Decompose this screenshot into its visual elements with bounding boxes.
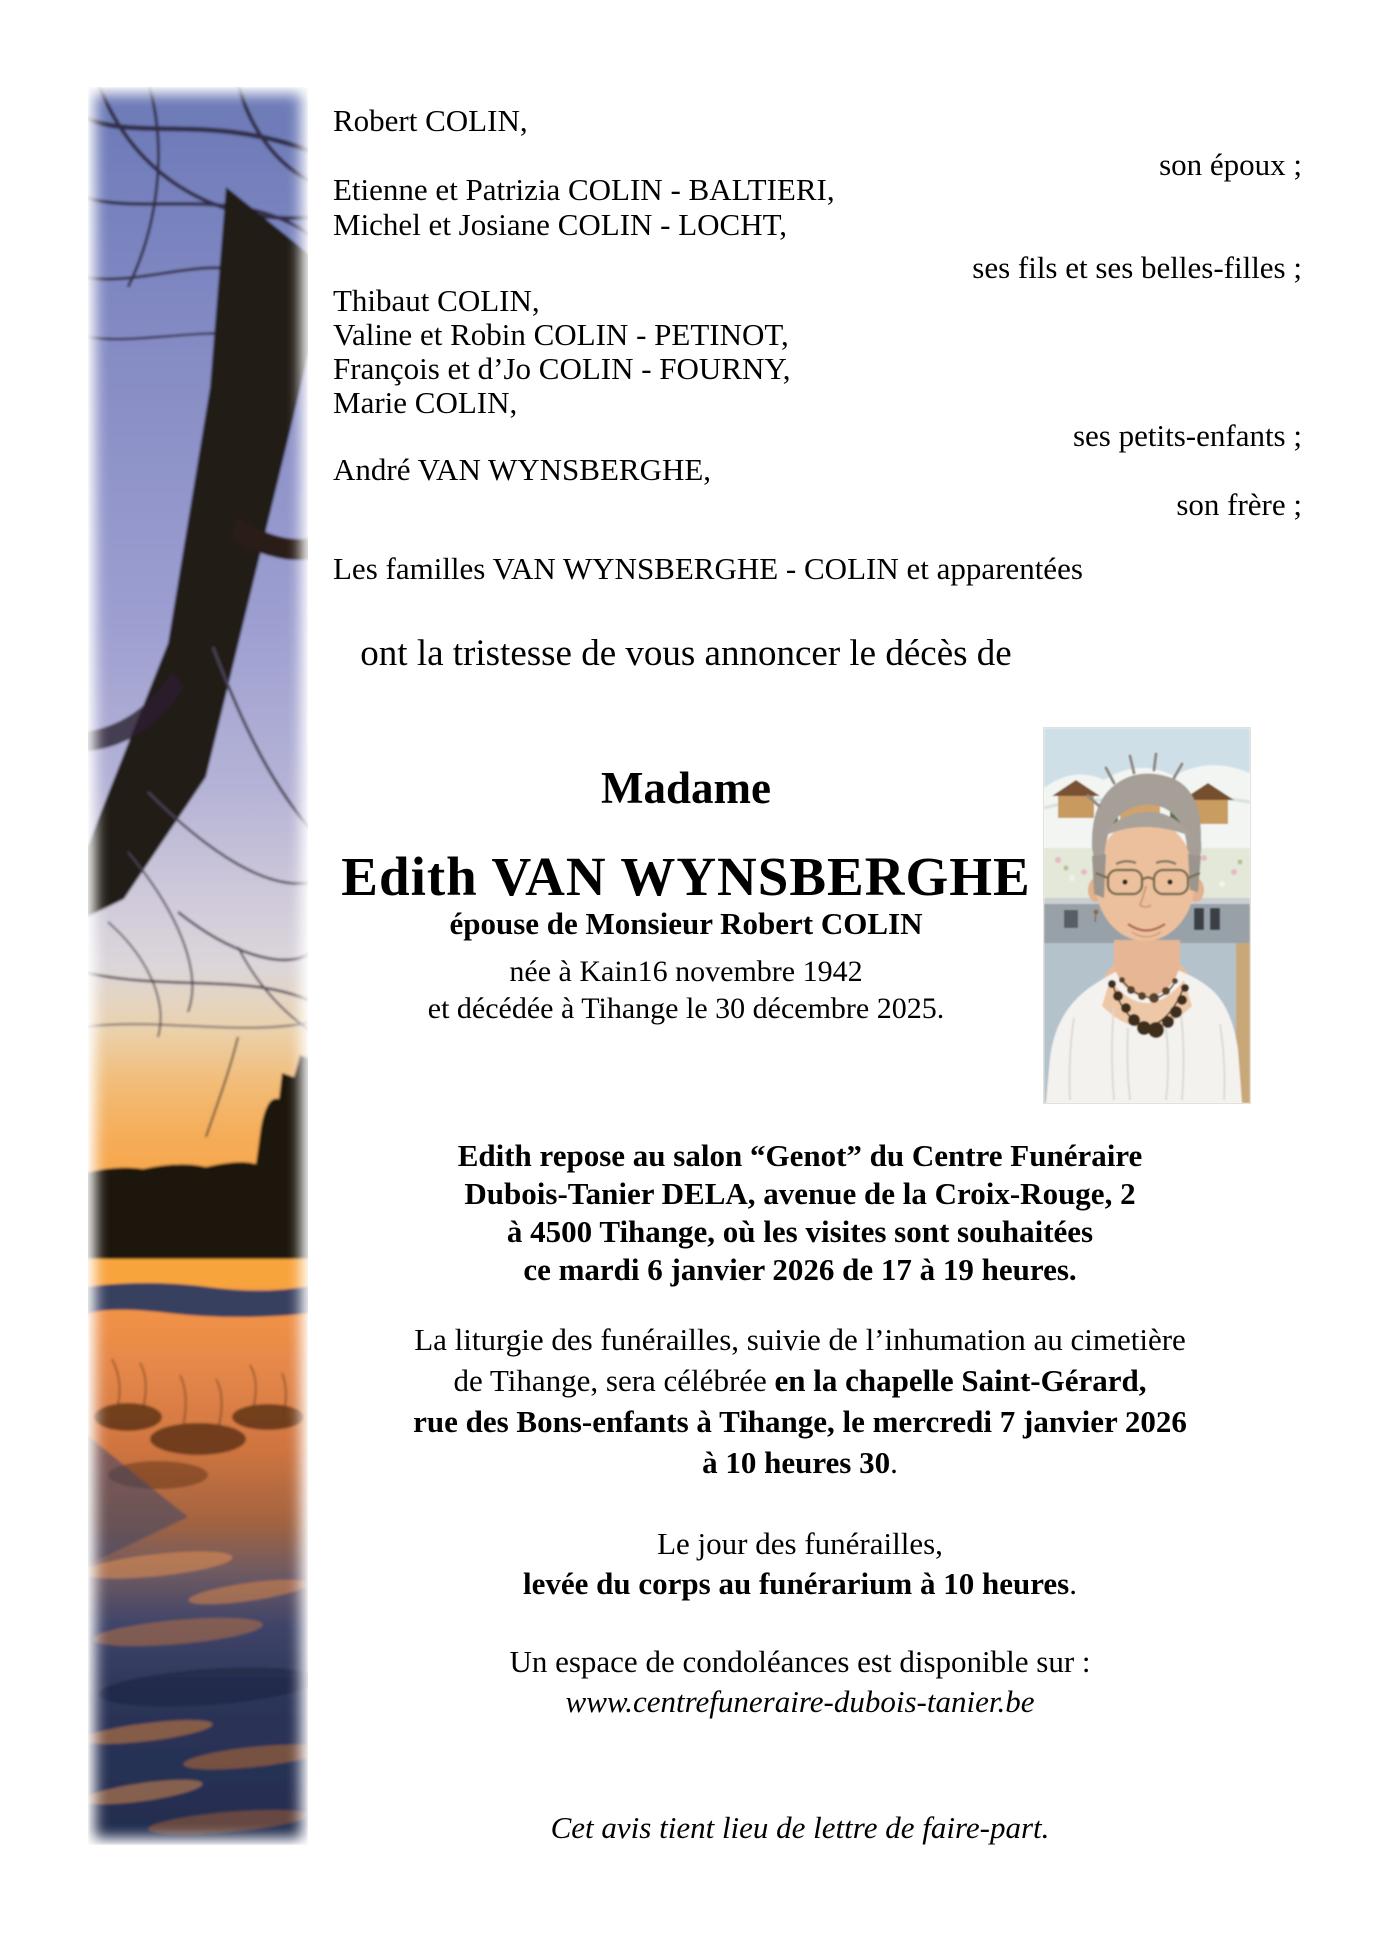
liturgy-line	[308, 1445, 1292, 1481]
family-member-line: André VAN WYNSBERGHE,	[333, 452, 712, 487]
birth-line: née à Kain16 novembre 1942	[509, 955, 863, 988]
funeral-day-bold-segment: levée du corps au funérarium à 10 heures	[523, 1566, 1070, 1601]
footer-notice: Cet avis tient lieu de lettre de faire-part.	[550, 1810, 1050, 1845]
relation-label: ses fils et ses belles-filles ;	[972, 250, 1302, 285]
liturgy-line	[308, 1363, 1292, 1399]
liturgy-bold-segment: en la chapelle Saint-Gérard,	[774, 1363, 1147, 1398]
liturgy-period: .	[890, 1445, 898, 1480]
family-member-line: Thibaut COLIN,	[333, 283, 540, 318]
death-line: et décédée à Tihange le 30 décembre 2025.	[427, 992, 945, 1025]
family-member-line: Valine et Robin COLIN - PETINOT,	[333, 317, 789, 352]
condolences-line: Un espace de condoléances est disponible sur :	[509, 1644, 1091, 1679]
family-member-line: Michel et Josiane COLIN - LOCHT,	[333, 207, 787, 242]
visitation-line: Edith repose au salon “Genot” du Centre Funéraire	[457, 1138, 1143, 1173]
funeral-day-line	[308, 1566, 1292, 1602]
visitation-line: ce mardi 6 janvier 2026 de 17 à 19 heures.	[523, 1252, 1077, 1287]
deceased-name: Edith VAN WYNSBERGHE	[341, 846, 1031, 907]
visitation-line: Dubois-Tanier DELA, avenue de la Croix-Rouge, 2	[464, 1176, 1136, 1211]
liturgy-bold-segment: à 10 heures 30	[702, 1445, 891, 1480]
condolences-url[interactable]: www.centrefuneraire-dubois-tanier.be	[565, 1684, 1035, 1719]
decorative-photo-strip	[88, 87, 308, 1845]
relation-label: ses petits-enfants ;	[1072, 418, 1302, 453]
liturgy-regular-segment: de Tihange, sera célébrée	[453, 1363, 775, 1398]
relation-label: son frère ;	[1176, 487, 1302, 522]
relation-label: son époux ;	[1159, 147, 1302, 182]
deceased-title: Madame	[601, 763, 771, 813]
liturgy-line: La liturgie des funérailles, suivie de l’inhumation au cimetière	[414, 1322, 1186, 1357]
liturgy-line: rue des Bons-enfants à Tihange, le mercredi 7 janvier 2026	[413, 1404, 1187, 1439]
funeral-day-period: .	[1069, 1566, 1077, 1601]
family-member-line: François et d’Jo COLIN - FOURNY,	[333, 351, 791, 386]
visitation-line: à 4500 Tihange, où les visites sont souhaitées	[506, 1214, 1094, 1249]
family-member-line: Robert COLIN,	[333, 103, 528, 138]
family-member-line: Marie COLIN,	[333, 385, 518, 420]
funeral-day-line: Le jour des funérailles,	[657, 1526, 943, 1561]
spouse-line: épouse de Monsieur Robert COLIN	[449, 906, 923, 941]
winter-sunset-photo	[88, 87, 308, 1845]
portrait-photo	[1044, 728, 1250, 1103]
announcement-line: ont la tristesse de vous annoncer le décès de	[360, 633, 1012, 674]
family-member-line: Etienne et Patrizia COLIN - BALTIERI,	[333, 172, 835, 207]
families-line: Les familles VAN WYNSBERGHE - COLIN et apparentées	[333, 551, 1083, 586]
deceased-portrait	[1044, 728, 1250, 1103]
sunlit-snow-band	[88, 1259, 308, 1287]
